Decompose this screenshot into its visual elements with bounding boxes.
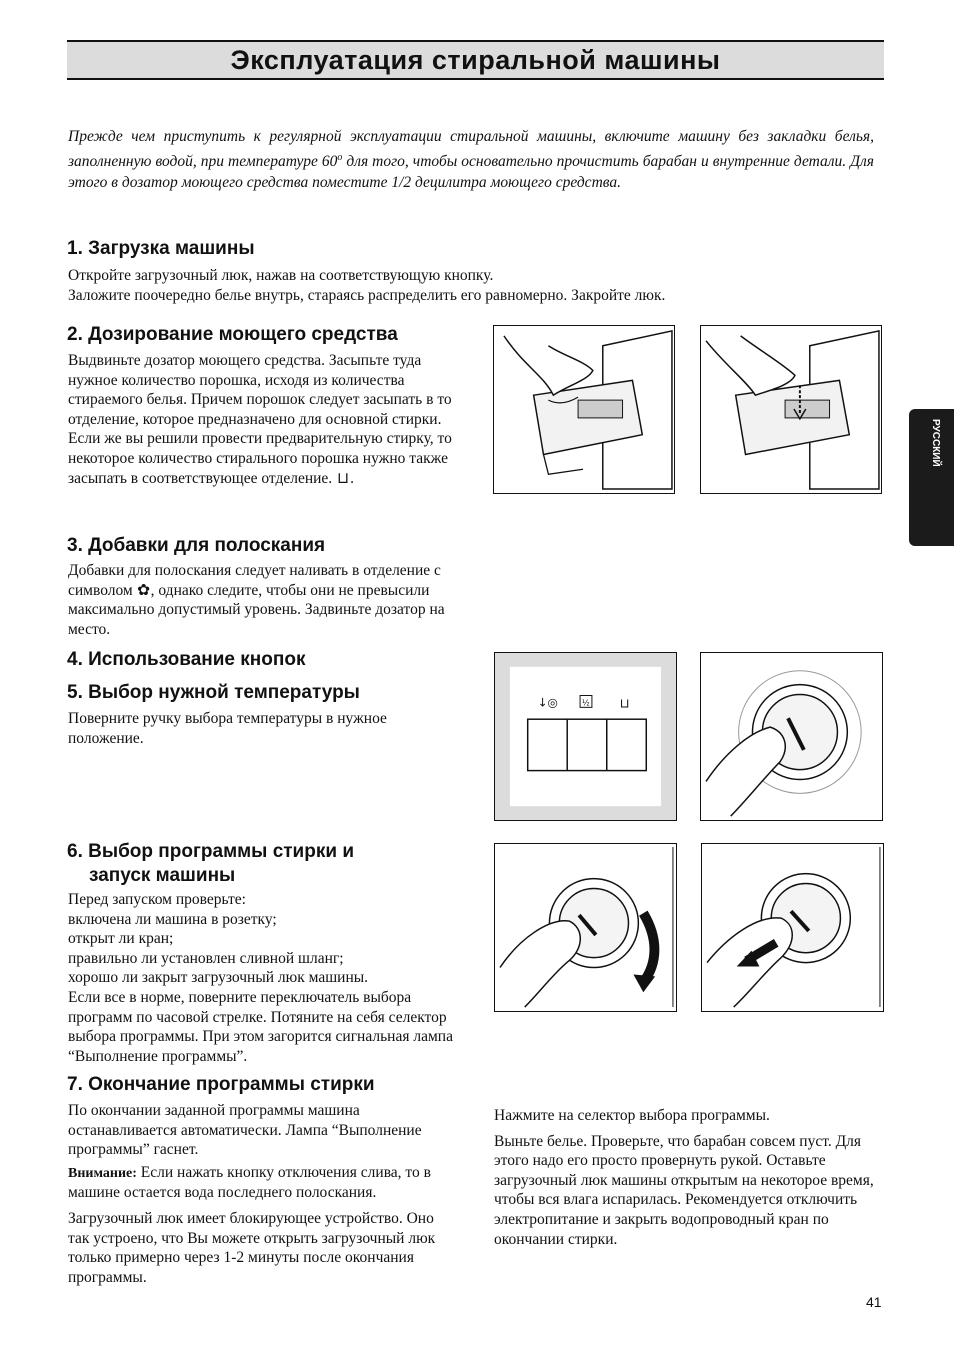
temperature-knob-illustration [701,653,882,820]
section-5-title: 5. Выбор нужной температуры [67,682,360,703]
warning-text: Если нажать кнопку отключения слива, то в машине остается вода последнего полоскания. [68,1163,431,1202]
section-7-warning [68,1163,458,1203]
page-number: 41 [866,1294,882,1310]
section-3-title: 3. Добавки для полоскания [67,535,326,556]
section-3-heading [67,534,325,558]
section-6-line-1: Перед запуском проверьте: [68,891,246,908]
section-3-text [68,561,453,639]
page-title: Эксплуатация стиральной машины [230,44,721,75]
intro-degree: o [337,152,343,163]
prewash-symbol-icon: ⊔ [337,469,350,487]
warning-label: Внимание: [68,1165,137,1181]
section-6-heading [67,840,354,888]
section-2-heading [67,323,398,347]
panel-icon-middle: ½ [582,698,590,708]
section-6-title-line-1: 6. Выбор программы стирки и [67,841,354,862]
section-2-end: . [350,469,354,487]
section-7-title: 7. Окончание программы стирки [67,1074,375,1095]
section-6-title-line-2: запуск машины [89,865,236,886]
figure-program-knob-pull [701,843,884,1012]
right-column-paragraph-2: Выньте белье. Проверьте, что барабан совсем пуст. Для этого надо его просто провернуть рукой. Оставьте загрузочный люк машины открытым на некоторое время, чтобы вся влага испарилась. Рекомендуется отключить электропитание и закрыть водопроводный кран по окончании стирки. [494,1132,874,1248]
section-6-line-3: открыт ли кран; [68,930,174,948]
section-4-title: 4. Использование кнопок [67,649,306,670]
section-6-line-4: правильно ли установлен сливной шланг; [68,949,344,967]
section-2-text [68,351,458,488]
control-panel-illustration [495,653,676,820]
intro-text-a: Прежде чем приступить к регулярной эксплуатации стиральной машины, включите машину без закладки белья, заполненную водой, при температуре 60 [68,128,874,171]
figure-dispenser-fill [700,325,882,494]
dispenser-fill-illustration [701,326,881,493]
section-2-text-main: Выдвиньте дозатор моющего средства. Засыпьте туда нужное количество порошка, исходя из количества стираемого белья. Причем порошок следует засыпать в то отделение, которое предназначено для основной стирки. Если же вы решили провести предварительную стирку, то некоторое количество стирального порошка нужно также засыпать в соответствующее отделение. [68,352,452,487]
section-3-text-a: Добавки для полоскания следует наливать в отделение с символом [68,562,441,599]
title-bar [67,40,884,80]
right-column-paragraph-1: Нажмите на селектор выбора программы. [494,1107,770,1124]
section-7-heading [67,1073,375,1097]
section-3-body [68,561,453,639]
softener-symbol-icon: ✿ [137,581,151,599]
right-column-text [494,1106,886,1249]
panel-icon-left: ↓◎ [537,695,558,710]
section-1-title: 1. Загрузка машины [67,238,255,259]
section-1-body [68,266,888,305]
section-6-line-5: хорошо ли закрыт загрузочный люк машины. [68,969,369,987]
intro-text-b: для того, чтобы основательно прочистить барабан и внутренние детали. Для этого в дозатор моющего средства поместите 1/2 децилитра моющего средства. [68,153,874,192]
figure-program-knob-turn [494,843,677,1012]
language-side-tab-label: РУССКИЙ [930,419,941,467]
section-7-paragraph-1: По окончании заданной программы машина останавливается автоматически. Лампа “Выполнение программы” гаснет. [68,1102,422,1159]
figure-temperature-knob [700,652,883,821]
section-1-line-1: Откройте загрузочный люк, нажав на соответствующую кнопку. [68,267,494,284]
section-6-line-2: включена ли машина в розетку; [68,910,277,928]
section-2-body [68,351,458,488]
program-knob-turn-illustration [495,844,676,1011]
program-knob-pull-illustration [702,844,883,1011]
panel-icon-right: ⊔ [619,696,630,712]
section-5-body [68,709,453,748]
intro-paragraph [68,126,874,193]
section-6-body [68,890,460,1066]
section-6-line-6: Если все в норме, поверните переключатель выбора программ по часовой стрелке. Потяните на себя селектор выбора программы. При этом загорится сигнальная лампа “Выполнение программы”. [68,988,453,1065]
section-1-line-2: Заложите поочередно белье внутрь, стараясь распределить его равномерно. Закройте люк. [68,286,666,304]
section-7-body [68,1101,458,1287]
section-4-heading [67,648,305,672]
figure-control-panel [494,652,677,821]
section-5-text: Поверните ручку выбора температуры в нужное положение. [68,710,387,747]
language-side-tab [909,409,954,546]
section-3-text-b: , однако следите, чтобы они не превысили максимально допустимый уровень. Задвиньте дозатор на место. [68,581,445,638]
dispenser-open-illustration [494,326,674,493]
figure-dispenser-open [493,325,675,494]
section-2-title: 2. Дозирование моющего средства [67,324,398,345]
section-5-heading [67,681,360,705]
section-7-paragraph-3: Загрузочный люк имеет блокирующее устройство. Оно так устроено, что Вы можете открыть загрузочный люк только примерно через 1-2 минуты после окончания программы. [68,1209,436,1286]
section-1-heading [67,237,255,261]
